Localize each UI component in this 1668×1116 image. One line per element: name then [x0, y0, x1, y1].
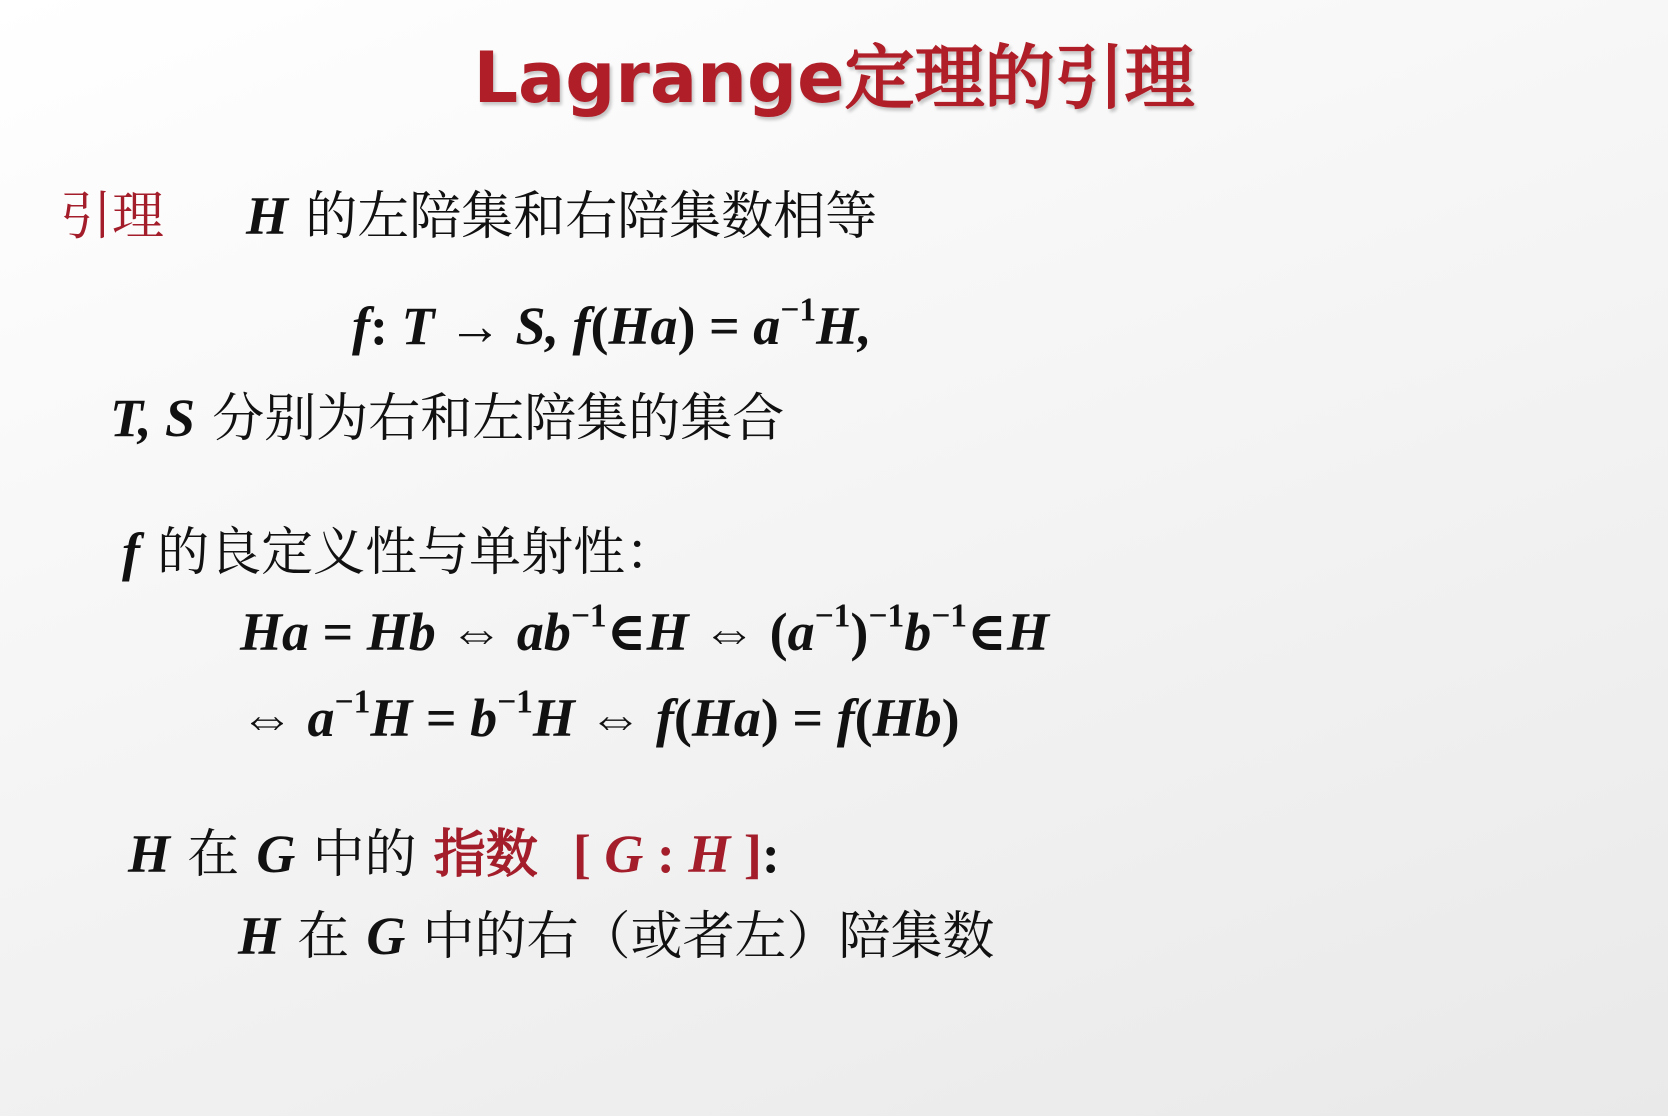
index-term: 指数	[433, 825, 538, 885]
equation-1: Ha = Hb ⇔ $ab^{-1}\in H$ ⇔ $(a^{-1})^{-1}b^{-1}\in H$	[240, 597, 1050, 662]
lemma-subject: H	[246, 186, 289, 246]
index-description-text: 中的右（或者左）陪集数	[422, 907, 995, 967]
lemma-line	[60, 184, 877, 249]
lemma-label: 引理	[60, 187, 165, 247]
sets-vars: T, S	[110, 388, 196, 448]
sets-text: 分别为右和左陪集的集合	[212, 389, 785, 449]
lemma-statement: 的左陪集和右陪集数相等	[305, 187, 878, 247]
slide-title: Lagrange定理的引理	[473, 37, 1195, 119]
map-definition: f: T → S, $f(Ha) = a^{-1}H$,	[352, 291, 872, 356]
index-description: H 在 G 中的右（或者左）陪集数	[238, 906, 995, 967]
index-notation: [ G : H ]	[572, 824, 762, 884]
sets-definition	[110, 386, 784, 451]
property-line: f 的良定义性与单射性：	[122, 522, 678, 583]
equation-2: ⇔ $a^{-1}H = b^{-1}H$ ⇔ f(Ha) = f(Hb)	[240, 683, 960, 748]
property-text: 的良定义性与单射性：	[157, 523, 678, 583]
index-definition: H 在 G 中的 指数 [ G : H ]:	[128, 824, 780, 885]
